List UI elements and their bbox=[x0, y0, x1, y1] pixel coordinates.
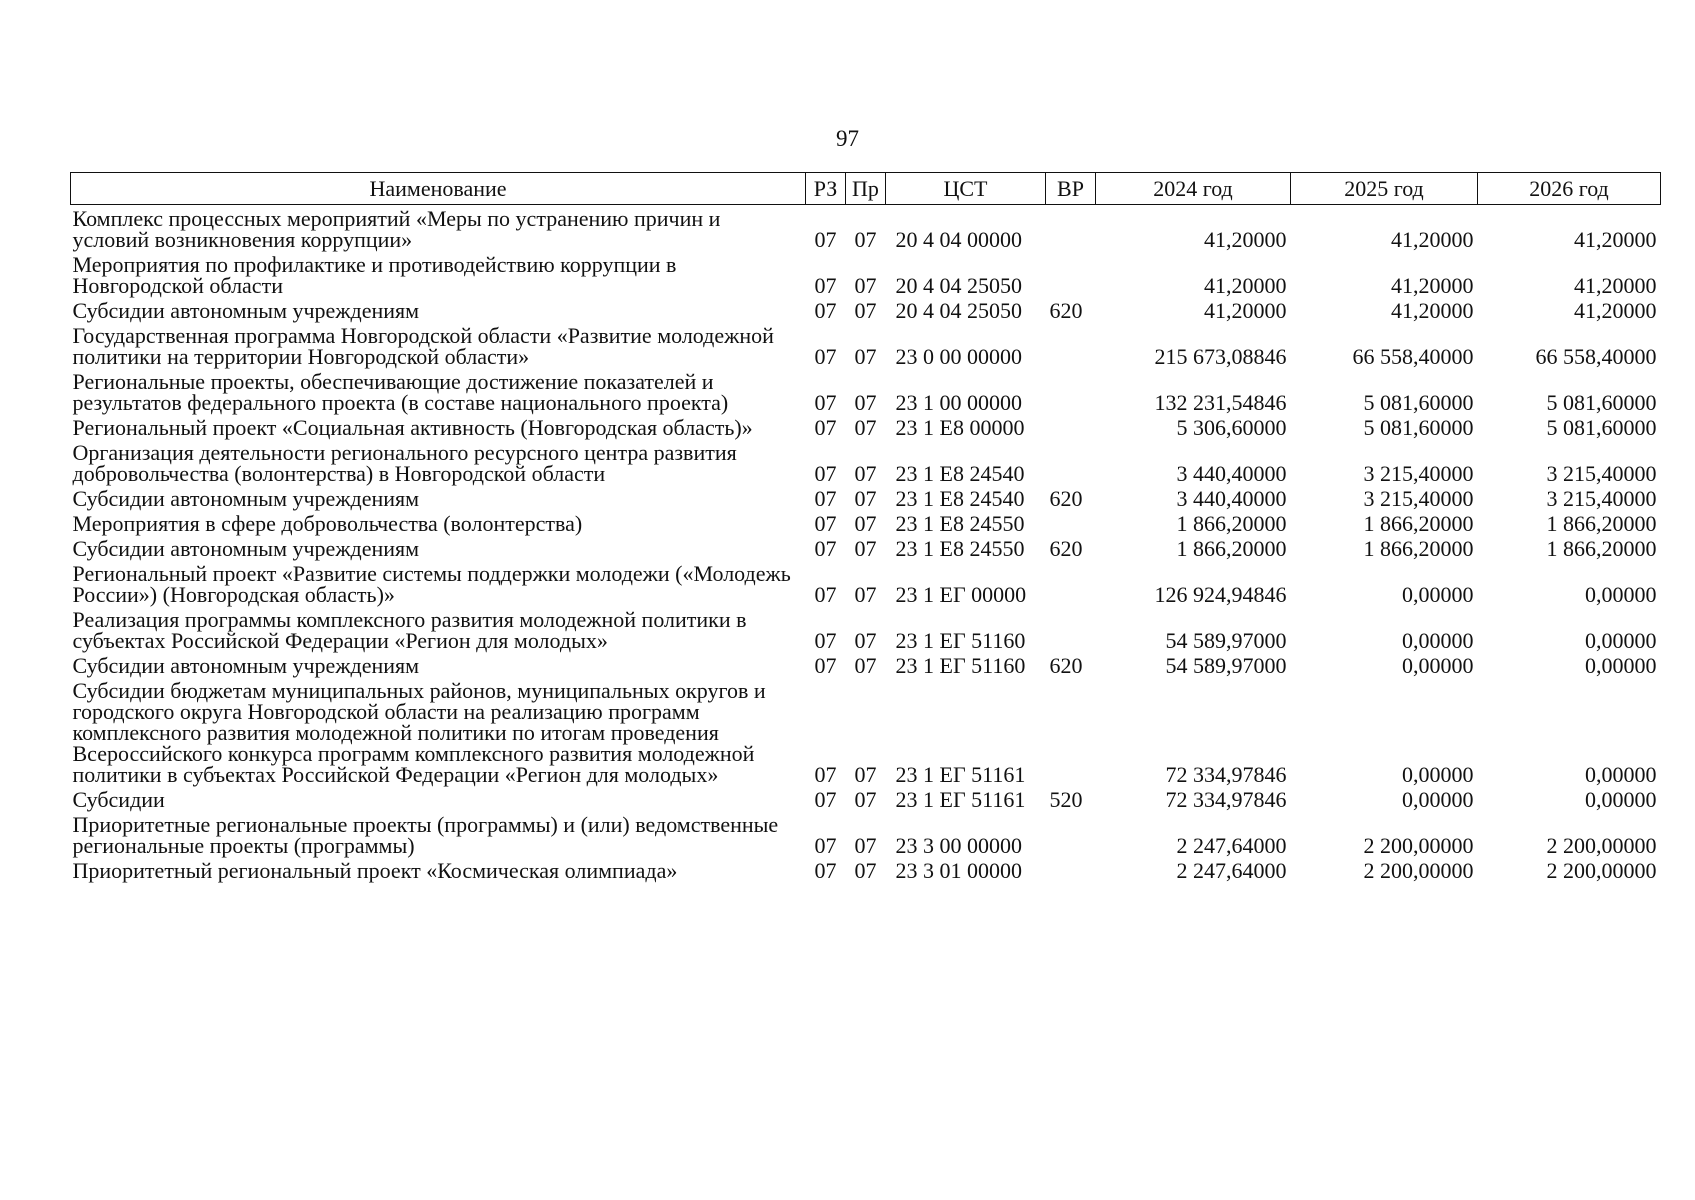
cell-vr: 620 bbox=[1049, 653, 1083, 678]
table-row bbox=[71, 510, 1661, 535]
cell-2024: 3 440,40000 bbox=[1176, 486, 1287, 511]
cell-cst: 23 1 ЕГ 51161 bbox=[895, 762, 1026, 787]
cell-2026: 0,00000 bbox=[1585, 582, 1657, 607]
cell-2024: 126 924,94846 bbox=[1154, 582, 1287, 607]
budget-table bbox=[70, 172, 1661, 882]
cell-2024: 2 247,64000 bbox=[1176, 833, 1287, 858]
cell-2024: 132 231,54846 bbox=[1154, 390, 1287, 415]
cell-2025: 0,00000 bbox=[1402, 762, 1474, 787]
cell-name: Государственная программа Новгородской области «Развитие молодежной политики на территории Новгородской области» bbox=[72, 323, 774, 369]
cell-2026: 2 200,00000 bbox=[1546, 858, 1657, 883]
cell-pr: 07 bbox=[854, 582, 877, 607]
cell-cst: 23 1 E8 24550 bbox=[895, 536, 1025, 561]
cell-2025: 2 200,00000 bbox=[1363, 858, 1474, 883]
cell-vr bbox=[1046, 560, 1096, 606]
cell-pr: 07 bbox=[854, 858, 877, 883]
header-rz: РЗ bbox=[806, 173, 846, 205]
cell-name: Мероприятия в сфере добровольчества (волонтерства) bbox=[72, 511, 583, 536]
cell-2025: 0,00000 bbox=[1402, 628, 1474, 653]
cell-vr: 620 bbox=[1049, 486, 1083, 511]
cell-2024: 41,20000 bbox=[1204, 227, 1287, 252]
cell-2025: 66 558,40000 bbox=[1352, 344, 1474, 369]
header-vr: ВР bbox=[1046, 173, 1096, 205]
cell-2025: 41,20000 bbox=[1391, 227, 1474, 252]
cell-rz: 07 bbox=[814, 273, 837, 298]
cell-pr: 07 bbox=[854, 415, 877, 440]
header-2025: 2025 год bbox=[1291, 173, 1478, 205]
cell-2025: 2 200,00000 bbox=[1363, 833, 1474, 858]
cell-pr: 07 bbox=[854, 390, 877, 415]
cell-cst: 20 4 04 00000 bbox=[895, 227, 1022, 252]
cell-name: Региональный проект «Социальная активность (Новгородская область)» bbox=[72, 415, 753, 440]
header-cst: ЦСТ bbox=[886, 173, 1046, 205]
cell-2026: 2 200,00000 bbox=[1546, 833, 1657, 858]
cell-name: Региональный проект «Развитие системы поддержки молодежи («Молодежь России») (Новгородская область)» bbox=[72, 561, 791, 607]
cell-vr bbox=[1046, 368, 1096, 414]
cell-2025: 3 215,40000 bbox=[1363, 486, 1474, 511]
cell-vr bbox=[1046, 205, 1096, 252]
cell-pr: 07 bbox=[854, 486, 877, 511]
cell-vr bbox=[1046, 322, 1096, 368]
table-row bbox=[71, 535, 1661, 560]
cell-pr: 07 bbox=[854, 787, 877, 812]
cell-name: Региональные проекты, обеспечивающие достижение показателей и результатов федерального проекта (в составе национального проекта) bbox=[72, 369, 729, 415]
cell-vr bbox=[1046, 677, 1096, 786]
cell-rz: 07 bbox=[814, 461, 837, 486]
table-body bbox=[71, 205, 1661, 883]
cell-2025: 1 866,20000 bbox=[1363, 536, 1474, 561]
cell-2026: 1 866,20000 bbox=[1546, 536, 1657, 561]
cell-2024: 2 247,64000 bbox=[1176, 858, 1287, 883]
cell-2025: 41,20000 bbox=[1391, 298, 1474, 323]
cell-vr bbox=[1046, 510, 1096, 535]
cell-vr bbox=[1046, 857, 1096, 882]
header-row bbox=[71, 173, 1661, 205]
cell-2024: 54 589,97000 bbox=[1165, 628, 1287, 653]
header-pr: Пр bbox=[846, 173, 886, 205]
table-row bbox=[71, 322, 1661, 368]
cell-rz: 07 bbox=[814, 536, 837, 561]
table-row bbox=[71, 857, 1661, 882]
table-row bbox=[71, 205, 1661, 252]
cell-2025: 5 081,60000 bbox=[1363, 390, 1474, 415]
cell-vr bbox=[1046, 439, 1096, 485]
table-row bbox=[71, 368, 1661, 414]
cell-2026: 41,20000 bbox=[1574, 273, 1657, 298]
header-name: Наименование bbox=[71, 173, 806, 205]
cell-name: Субсидии автономным учреждениям bbox=[72, 298, 420, 323]
cell-rz: 07 bbox=[814, 858, 837, 883]
cell-2026: 3 215,40000 bbox=[1546, 486, 1657, 511]
cell-rz: 07 bbox=[814, 298, 837, 323]
cell-2026: 41,20000 bbox=[1574, 227, 1657, 252]
cell-rz: 07 bbox=[814, 628, 837, 653]
cell-rz: 07 bbox=[814, 227, 837, 252]
header-2026: 2026 год bbox=[1478, 173, 1661, 205]
cell-2026: 5 081,60000 bbox=[1546, 415, 1657, 440]
cell-cst: 23 3 01 00000 bbox=[895, 858, 1022, 883]
cell-rz: 07 bbox=[814, 653, 837, 678]
cell-rz: 07 bbox=[814, 762, 837, 787]
cell-pr: 07 bbox=[854, 298, 877, 323]
cell-vr bbox=[1046, 811, 1096, 857]
cell-cst: 23 1 ЕГ 51160 bbox=[895, 628, 1026, 653]
cell-name: Субсидии bbox=[72, 787, 165, 812]
cell-2026: 0,00000 bbox=[1585, 787, 1657, 812]
table-row bbox=[71, 677, 1661, 786]
cell-2026: 41,20000 bbox=[1574, 298, 1657, 323]
cell-2026: 3 215,40000 bbox=[1546, 461, 1657, 486]
cell-pr: 07 bbox=[854, 511, 877, 536]
cell-rz: 07 bbox=[814, 415, 837, 440]
cell-rz: 07 bbox=[814, 787, 837, 812]
cell-name: Субсидии автономным учреждениям bbox=[72, 486, 420, 511]
cell-2024: 5 306,60000 bbox=[1176, 415, 1287, 440]
cell-2025: 5 081,60000 bbox=[1363, 415, 1474, 440]
cell-cst: 23 3 00 00000 bbox=[895, 833, 1022, 858]
cell-pr: 07 bbox=[854, 653, 877, 678]
cell-2024: 72 334,97846 bbox=[1165, 762, 1287, 787]
table-row bbox=[71, 811, 1661, 857]
cell-pr: 07 bbox=[854, 628, 877, 653]
cell-cst: 23 1 E8 24540 bbox=[895, 486, 1025, 511]
cell-2025: 0,00000 bbox=[1402, 653, 1474, 678]
cell-2025: 0,00000 bbox=[1402, 582, 1474, 607]
cell-vr: 620 bbox=[1049, 298, 1083, 323]
cell-pr: 07 bbox=[854, 536, 877, 561]
cell-pr: 07 bbox=[854, 461, 877, 486]
cell-pr: 07 bbox=[854, 227, 877, 252]
cell-2024: 1 866,20000 bbox=[1176, 511, 1287, 536]
cell-rz: 07 bbox=[814, 833, 837, 858]
cell-2024: 41,20000 bbox=[1204, 298, 1287, 323]
cell-name: Приоритетные региональные проекты (программы) и (или) ведомственные региональные проекты (программы) bbox=[72, 812, 779, 858]
cell-rz: 07 bbox=[814, 511, 837, 536]
cell-cst: 23 1 E8 00000 bbox=[895, 415, 1025, 440]
cell-2025: 41,20000 bbox=[1391, 273, 1474, 298]
cell-vr: 620 bbox=[1049, 536, 1083, 561]
cell-2024: 72 334,97846 bbox=[1165, 787, 1287, 812]
table-row bbox=[71, 606, 1661, 652]
cell-name: Субсидии бюджетам муниципальных районов, муниципальных округов и городского округа Новгородской области на реализацию программ комплексного развития молодежной политики по итогам проведения Всероссийского конкурса программ комплексного развития молодежной политики в субъектах Российской Федерации «Регион для молодых» bbox=[72, 678, 766, 787]
cell-2026: 0,00000 bbox=[1585, 762, 1657, 787]
table-row bbox=[71, 786, 1661, 811]
cell-vr: 520 bbox=[1049, 787, 1083, 812]
cell-pr: 07 bbox=[854, 273, 877, 298]
cell-rz: 07 bbox=[814, 486, 837, 511]
cell-2024: 215 673,08846 bbox=[1154, 344, 1287, 369]
cell-vr bbox=[1046, 251, 1096, 297]
cell-cst: 20 4 04 25050 bbox=[895, 273, 1022, 298]
cell-cst: 23 1 00 00000 bbox=[895, 390, 1022, 415]
cell-2025: 1 866,20000 bbox=[1363, 511, 1474, 536]
cell-2024: 41,20000 bbox=[1204, 273, 1287, 298]
page-number: 97 bbox=[836, 126, 859, 151]
cell-2026: 0,00000 bbox=[1585, 653, 1657, 678]
cell-name: Организация деятельности регионального ресурсного центра развития добровольчества (волонтерства) в Новгородской области bbox=[72, 440, 737, 486]
table-row bbox=[71, 485, 1661, 510]
cell-name: Реализация программы комплексного развития молодежной политики в субъектах Российской Федерации «Регион для молодых» bbox=[72, 607, 747, 653]
table-row bbox=[71, 439, 1661, 485]
cell-cst: 23 1 ЕГ 51161 bbox=[895, 787, 1026, 812]
table-row bbox=[71, 652, 1661, 677]
cell-2024: 3 440,40000 bbox=[1176, 461, 1287, 486]
cell-2024: 1 866,20000 bbox=[1176, 536, 1287, 561]
cell-name: Субсидии автономным учреждениям bbox=[72, 653, 420, 678]
cell-name: Приоритетный региональный проект «Космическая олимпиада» bbox=[72, 858, 678, 883]
cell-name: Субсидии автономным учреждениям bbox=[72, 536, 420, 561]
cell-cst: 23 1 E8 24550 bbox=[895, 511, 1025, 536]
cell-cst: 23 1 ЕГ 51160 bbox=[895, 653, 1026, 678]
cell-rz: 07 bbox=[814, 344, 837, 369]
cell-vr bbox=[1046, 414, 1096, 439]
cell-2025: 3 215,40000 bbox=[1363, 461, 1474, 486]
cell-cst: 20 4 04 25050 bbox=[895, 298, 1022, 323]
table-row bbox=[71, 297, 1661, 322]
cell-name: Мероприятия по профилактике и противодействию коррупции в Новгородской области bbox=[72, 252, 677, 298]
cell-name: Комплекс процессных мероприятий «Меры по устранению причин и условий возникновения коррупции» bbox=[72, 206, 721, 252]
cell-2026: 66 558,40000 bbox=[1535, 344, 1657, 369]
table-row bbox=[71, 251, 1661, 297]
cell-rz: 07 bbox=[814, 390, 837, 415]
header-2024: 2024 год bbox=[1096, 173, 1291, 205]
cell-2024: 54 589,97000 bbox=[1165, 653, 1287, 678]
cell-pr: 07 bbox=[854, 833, 877, 858]
cell-2025: 0,00000 bbox=[1402, 787, 1474, 812]
table-row bbox=[71, 560, 1661, 606]
cell-2026: 1 866,20000 bbox=[1546, 511, 1657, 536]
cell-rz: 07 bbox=[814, 582, 837, 607]
cell-cst: 23 1 E8 24540 bbox=[895, 461, 1025, 486]
table-header bbox=[71, 173, 1661, 205]
cell-cst: 23 0 00 00000 bbox=[895, 344, 1022, 369]
cell-pr: 07 bbox=[854, 762, 877, 787]
cell-vr bbox=[1046, 606, 1096, 652]
table-row bbox=[71, 414, 1661, 439]
cell-2026: 5 081,60000 bbox=[1546, 390, 1657, 415]
cell-pr: 07 bbox=[854, 344, 877, 369]
cell-cst: 23 1 ЕГ 00000 bbox=[895, 582, 1027, 607]
cell-2026: 0,00000 bbox=[1585, 628, 1657, 653]
